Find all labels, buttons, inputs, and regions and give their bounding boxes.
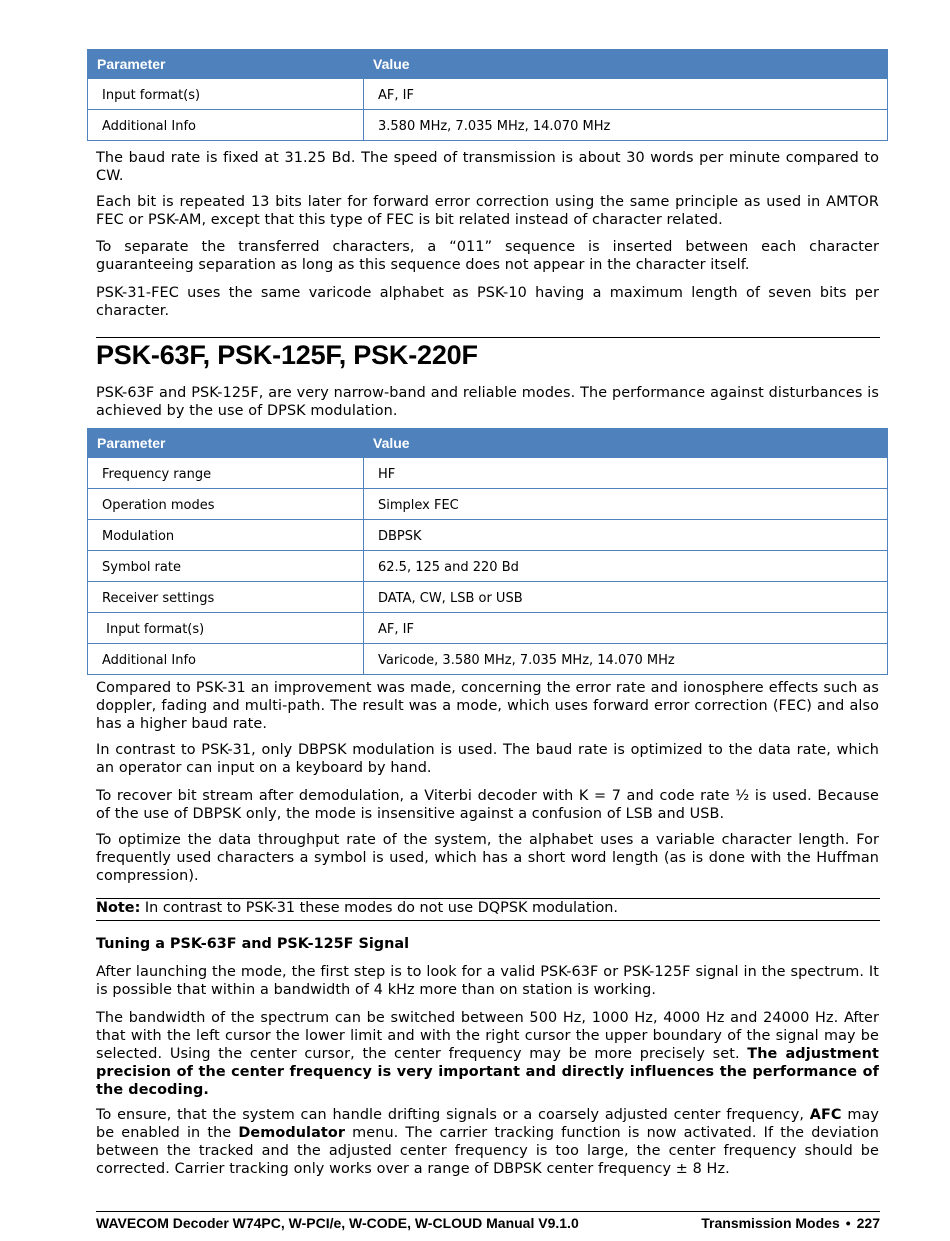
table-row	[88, 644, 888, 675]
table-cell-parameter: Symbol rate	[88, 551, 364, 582]
table-cell-value: HF	[364, 458, 888, 489]
footer-section-name: Transmission Modes	[701, 1215, 840, 1231]
tuning-heading: Tuning a PSK-63F and PSK-125F Signal	[96, 936, 410, 952]
table-header-parameter: Parameter	[88, 50, 364, 79]
footer-rule	[96, 1211, 880, 1212]
table-row	[88, 582, 888, 613]
table-cell-parameter: Receiver settings	[88, 582, 364, 613]
parameter-table-psk63f	[87, 428, 888, 675]
paragraph-fec: Each bit is repeated 13 bits later for forward error correction using the same principle as used in AMTOR FEC or PSK-AM, except that this type of FEC is bit related instead of character related.	[96, 194, 879, 228]
parameter-table-psk31fec	[87, 49, 888, 141]
tuning-paragraph-3	[96, 1106, 879, 1178]
table-cell-value: Varicode, 3.580 MHz, 7.035 MHz, 14.070 MHz	[364, 644, 888, 675]
table-row	[88, 520, 888, 551]
note-text: In contrast to PSK-31 these modes do not use DQPSK modulation.	[140, 900, 619, 916]
paragraph-viterbi: To recover bit stream after demodulation, a Viterbi decoder with K = 7 and code rate ½ is used. Because of the use of DBPSK only, the mode is insensitive against a confusion of LSB and USB.	[96, 788, 879, 822]
table-cell-parameter: Modulation	[88, 520, 364, 551]
footer-page-info	[701, 1215, 880, 1231]
table-header-parameter: Parameter	[88, 429, 364, 458]
table-cell-parameter: Additional Info	[88, 110, 364, 141]
tuning-paragraph-3-b: may be enabled in the	[96, 1107, 879, 1141]
table-row	[88, 489, 888, 520]
table-cell-value: Simplex FEC	[364, 489, 888, 520]
section-intro: PSK-63F and PSK-125F, are very narrow-band and reliable modes. The performance against disturbances is achieved by the use of DPSK modulation.	[96, 385, 879, 419]
tuning-paragraph-2-text: The bandwidth of the spectrum can be switched between 500 Hz, 1000 Hz, 4000 Hz and 24000 Hz. After that with the left cursor the lower limit and with the right cursor the upper boundary of the signal may be selected. Using the center cursor, the center frequency may be more precisely set.	[96, 1010, 879, 1062]
table-cell-value: 62.5, 125 and 220 Bd	[364, 551, 888, 582]
paragraph-separation: To separate the transferred characters, a “011” sequence is inserted between each character guaranteeing separation as long as this sequence does not appear in the character itself.	[96, 239, 879, 273]
afc-term: AFC	[809, 1107, 842, 1123]
note-rule-bottom	[96, 920, 880, 921]
table-cell-value: DBPSK	[364, 520, 888, 551]
paragraph-dbpsk: In contrast to PSK-31, only DBPSK modulation is used. The baud rate is optimized to the data rate, which an operator can input on a keyboard by hand.	[96, 742, 879, 776]
tuning-paragraph-3-c: menu. The carrier tracking function is now activated. If the deviation between the tracked and the adjusted center frequency is too large, the center frequency should be corrected. Carrier tracking only works over a range of DBPSK center frequency ± 8 Hz.	[96, 1125, 879, 1177]
section-title: PSK-63F, PSK-125F, PSK-220F	[96, 340, 478, 370]
table-header-value: Value	[364, 50, 888, 79]
footer-manual-title: WAVECOM Decoder W74PC, W-PCI/e, W-CODE, W-CLOUD Manual V9.1.0	[96, 1215, 579, 1231]
note-label: Note:	[96, 900, 141, 916]
paragraph-varicode: PSK-31-FEC uses the same varicode alphabet as PSK-10 having a maximum length of seven bits per character.	[96, 285, 879, 319]
footer-page-number: 227	[856, 1215, 880, 1231]
table-header-row	[88, 50, 888, 79]
table-header-value: Value	[364, 429, 888, 458]
table-cell-parameter: Input format(s)	[88, 613, 364, 644]
table-row	[88, 458, 888, 489]
paragraph-improvement: Compared to PSK-31 an improvement was made, concerning the error rate and ionosphere effects such as doppler, fading and multi-path. The result was a mode, which uses forward error correction (FEC) and also has a higher baud rate.	[96, 680, 879, 732]
table-cell-value: 3.580 MHz, 7.035 MHz, 14.070 MHz	[364, 110, 888, 141]
table-cell-value: DATA, CW, LSB or USB	[364, 582, 888, 613]
demodulator-menu-term: Demodulator	[238, 1125, 346, 1141]
note-rule-top	[96, 898, 880, 899]
table-cell-parameter: Operation modes	[88, 489, 364, 520]
table-row	[88, 79, 888, 110]
paragraph-baud-rate: The baud rate is fixed at 31.25 Bd. The speed of transmission is about 30 words per minute compared to CW.	[96, 150, 879, 184]
table-cell-parameter: Input format(s)	[88, 79, 364, 110]
table-header-row	[88, 429, 888, 458]
note-box	[96, 900, 618, 916]
table-cell-parameter: Frequency range	[88, 458, 364, 489]
section-rule	[96, 337, 880, 338]
table-row	[88, 551, 888, 582]
tuning-paragraph-1: After launching the mode, the first step is to look for a valid PSK-63F or PSK-125F signal in the spectrum. It is possible that within a bandwidth of 4 kHz more than on station is working.	[96, 964, 879, 998]
table-cell-value: AF, IF	[364, 79, 888, 110]
paragraph-throughput: To optimize the data throughput rate of the system, the alphabet uses a variable character length. For frequently used characters a symbol is used, which has a short word length (as is done with the Huffman compression).	[96, 832, 879, 884]
footer-bullet: •	[845, 1215, 851, 1231]
tuning-paragraph-2-emphasis: The adjustment precision of the center frequency is very important and directly influences the performance of the decoding.	[96, 1046, 879, 1098]
tuning-paragraph-2	[96, 1009, 879, 1099]
table-row	[88, 110, 888, 141]
table-cell-value: AF, IF	[364, 613, 888, 644]
table-cell-parameter: Additional Info	[88, 644, 364, 675]
tuning-paragraph-3-a: To ensure, that the system can handle drifting signals or a coarsely adjusted center frequency,	[96, 1107, 810, 1123]
table-row	[88, 613, 888, 644]
